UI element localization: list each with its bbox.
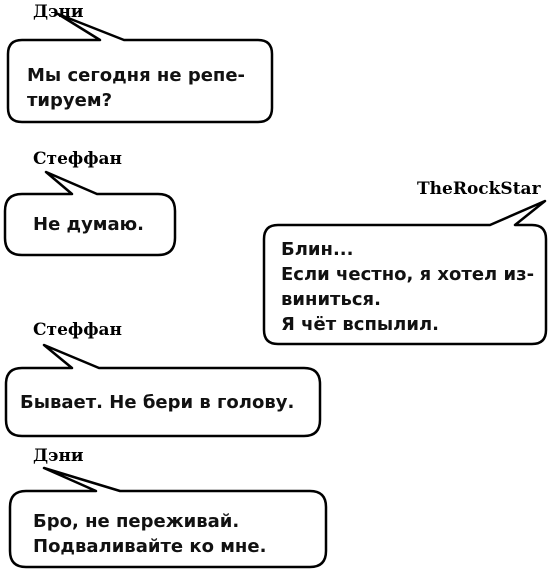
message-text: Бро, не переживай. <box>33 511 240 532</box>
speech-bubble-4 <box>6 345 320 436</box>
speaker-name: Стеффан <box>33 320 123 340</box>
message-text: Бывает. Не бери в голову. <box>20 392 295 413</box>
message-text: Мы сегодня не репе- <box>27 65 246 86</box>
message-text: тируем? <box>27 90 113 111</box>
speaker-name: Дэни <box>33 2 84 22</box>
speaker-name: Стеффан <box>33 149 123 169</box>
message-text: Я чёт вспылил. <box>281 314 439 335</box>
message-text: Блин... <box>281 239 354 260</box>
message-text: виниться. <box>281 289 381 310</box>
speaker-name: Дэни <box>33 446 84 466</box>
message-text: Подваливайте ко мне. <box>33 536 267 557</box>
message-text: Если честно, я хотел из- <box>281 264 535 285</box>
speaker-name: TheRockStar <box>417 179 541 199</box>
message-text: Не думаю. <box>33 214 145 235</box>
